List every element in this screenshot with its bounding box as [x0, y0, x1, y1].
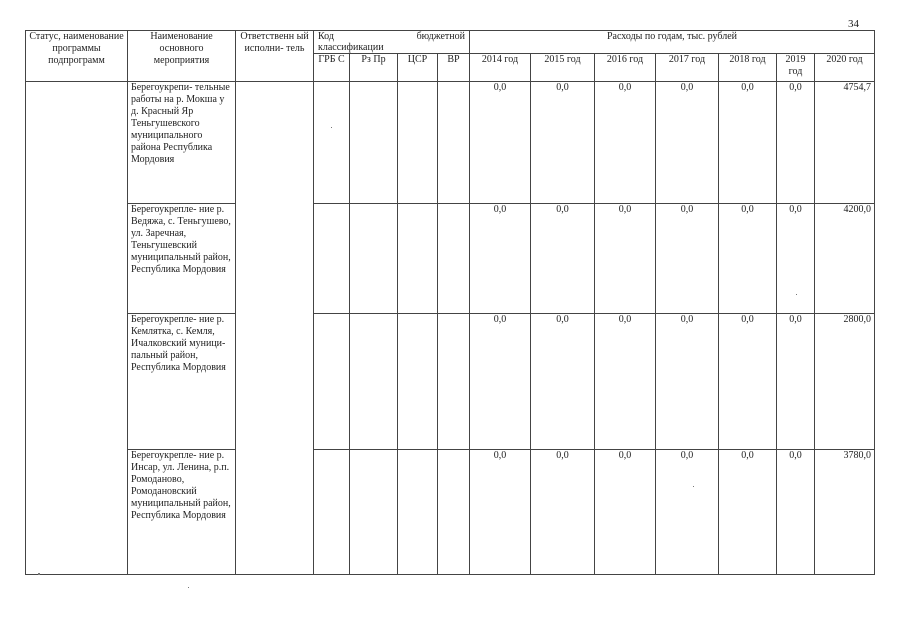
value-cell: 4200,0 [815, 204, 875, 314]
value-cell: 0,0 [531, 82, 595, 204]
header-code-col: ГРБ С [314, 54, 350, 82]
code-cell [350, 82, 398, 204]
code-cell [314, 450, 350, 575]
value-cell: 0,0 [656, 314, 719, 450]
value-cell: 0,0 [595, 314, 656, 450]
measure-name: Берегоукрепле- ние р. Ведяжа, с. Теньгушево, ул. Заречная, Теньгушевский муниципальный район, Республика Мордовия [128, 204, 236, 314]
code-cell [314, 314, 350, 450]
value-cell: 0,0 [777, 82, 815, 204]
header-year: 2019 год [777, 54, 815, 82]
table-row [26, 204, 875, 314]
code-cell [438, 204, 470, 314]
code-cell [438, 82, 470, 204]
value-cell: 0,0 [719, 204, 777, 314]
header-code-left: Код [318, 31, 334, 42]
measure-name: Берегоукрепи- тельные работы на р. Мокша у д. Красный Яр Теньгушевского муниципального района Республика Мордовия [128, 82, 236, 204]
header-code-col: Рз Пр [350, 54, 398, 82]
scan-speck [693, 486, 694, 487]
value-cell: 0,0 [470, 82, 531, 204]
value-cell: 2800,0 [815, 314, 875, 450]
value-cell: 0,0 [595, 204, 656, 314]
value-cell: 0,0 [656, 204, 719, 314]
header-year: 2016 год [595, 54, 656, 82]
header-year: 2015 год [531, 54, 595, 82]
header-code-col: ЦСР [398, 54, 438, 82]
value-cell: 3780,0 [815, 450, 875, 575]
header-status: Статус, наименование программы подпрограмм [26, 31, 128, 82]
measure-name: Берегоукрепле- ние р. Кемлятка, с. Кемля, Ичалковский муници- пальный район, Республика Мордовия [128, 314, 236, 450]
value-cell: 0,0 [470, 204, 531, 314]
header-executor: Ответственн ый исполни- тель [236, 31, 314, 82]
header-year: 2020 год [815, 54, 875, 82]
header-code-bottom: классификации [318, 42, 384, 53]
value-cell: 0,0 [777, 314, 815, 450]
code-cell [438, 450, 470, 575]
value-cell: 0,0 [656, 450, 719, 575]
code-cell [350, 450, 398, 575]
value-cell: 0,0 [656, 82, 719, 204]
value-cell: 0,0 [777, 204, 815, 314]
measure-name: Берегоукрепле- ние р. Инсар, ул. Ленина, р.п. Ромоданово, Ромодановский муниципальный район, Республика Мордовия [128, 450, 236, 575]
header-code-col: ВР [438, 54, 470, 82]
code-cell [398, 204, 438, 314]
value-cell: 0,0 [719, 314, 777, 450]
value-cell: 0,0 [531, 204, 595, 314]
code-cell [398, 450, 438, 575]
code-cell [398, 82, 438, 204]
code-cell [350, 204, 398, 314]
value-cell: 4754,7 [815, 82, 875, 204]
header-year: 2017 год [656, 54, 719, 82]
table-row [26, 314, 875, 450]
value-cell: 0,0 [470, 450, 531, 575]
value-cell: 0,0 [719, 450, 777, 575]
code-cell [438, 314, 470, 450]
header-code-right: бюджетной [416, 31, 465, 42]
status-cell [26, 82, 128, 575]
code-cell [314, 204, 350, 314]
header-year: 2014 год [470, 54, 531, 82]
table-row [26, 82, 875, 204]
budget-table [25, 30, 875, 575]
executor-cell [236, 82, 314, 575]
header-year: 2018 год [719, 54, 777, 82]
header-expenses: Расходы по годам, тыс. рублей [470, 31, 875, 54]
value-cell: 0,0 [531, 450, 595, 575]
page-number: 34 [848, 18, 859, 30]
scan-speck [38, 573, 40, 575]
code-cell [314, 82, 350, 204]
header-name: Наименование основного мероприятия [128, 31, 236, 82]
value-cell: 0,0 [595, 82, 656, 204]
scan-speck [796, 294, 797, 295]
scan-speck [331, 127, 332, 128]
scan-speck [188, 587, 189, 588]
value-cell: 0,0 [719, 82, 777, 204]
code-cell [398, 314, 438, 450]
table-row [26, 450, 875, 575]
value-cell: 0,0 [470, 314, 531, 450]
value-cell: 0,0 [777, 450, 815, 575]
value-cell: 0,0 [531, 314, 595, 450]
code-cell [350, 314, 398, 450]
value-cell: 0,0 [595, 450, 656, 575]
header-budget-code [314, 31, 470, 54]
